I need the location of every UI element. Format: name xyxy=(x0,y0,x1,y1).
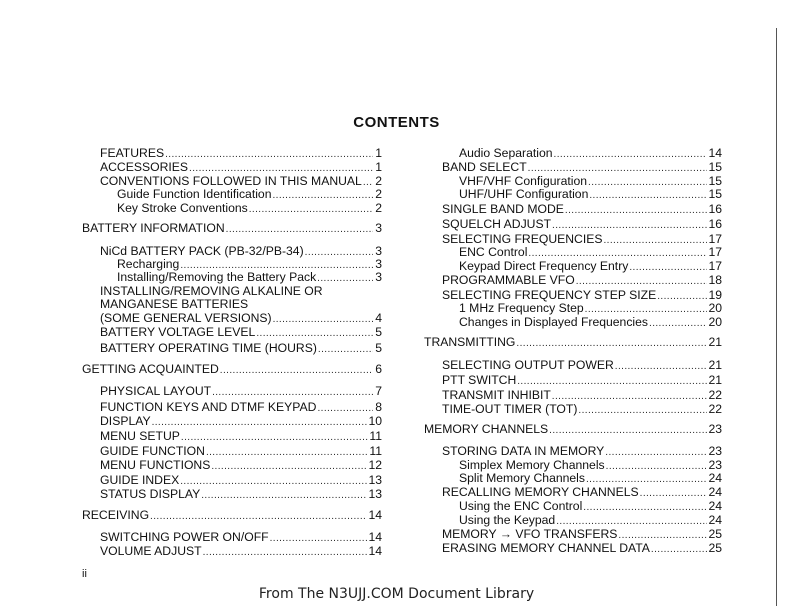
toc-entry: MEMORY CHANNELS ..... 23 xyxy=(424,422,722,438)
toc-entry: Recharging ..... 3 xyxy=(117,257,382,273)
toc-entry: TRANSMITTING ..... 21 xyxy=(424,335,722,351)
toc-entry: CONVENTIONS FOLLOWED IN THIS MANUAL ..... 2 xyxy=(100,174,382,190)
toc-entry: TIME-OUT TIMER (TOT) ..... 22 xyxy=(442,402,722,418)
toc-entry: ACCESSORIES ..... 1 xyxy=(100,160,382,176)
toc-entry: STATUS DISPLAY ..... 13 xyxy=(100,487,382,503)
toc-entry: Using the Keypad ..... 24 xyxy=(459,513,722,529)
toc-entry: PROGRAMMABLE VFO ..... 18 xyxy=(442,273,722,289)
toc-entry: FEATURES ..... 1 xyxy=(100,146,382,162)
toc-entry: PHYSICAL LAYOUT ..... 7 xyxy=(100,384,382,400)
toc-entry: Changes in Displayed Frequencies ..... 20 xyxy=(459,315,722,331)
toc-entry: BAND SELECT ..... 15 xyxy=(442,160,722,176)
toc-entry: UHF/UHF Configuration ..... 15 xyxy=(459,187,722,203)
toc-entry: Guide Function Identification ..... 2 xyxy=(117,187,382,203)
toc-entry: GUIDE INDEX ..... 13 xyxy=(100,473,382,489)
toc-entry-line: INSTALLING/REMOVING ALKALINE OR xyxy=(100,284,323,298)
toc-entry: Key Stroke Conventions ..... 2 xyxy=(117,201,382,217)
toc-entry-line: MANGANESE BATTERIES xyxy=(100,297,249,311)
toc-entry: BATTERY VOLTAGE LEVEL ..... 5 xyxy=(100,325,382,341)
toc-entry: BATTERY OPERATING TIME (HOURS) ..... 5 xyxy=(100,341,382,357)
toc-entry: VHF/VHF Configuration ..... 15 xyxy=(459,174,722,190)
toc-entry: FUNCTION KEYS AND DTMF KEYPAD ..... 8 xyxy=(100,400,382,416)
toc-entry: SELECTING FREQUENCY STEP SIZE ..... 19 xyxy=(442,288,722,304)
toc-entry: SELECTING FREQUENCIES ..... 17 xyxy=(442,232,722,248)
toc-entry: 1 MHz Frequency Step ..... 20 xyxy=(459,301,722,317)
toc-entry: SWITCHING POWER ON/OFF ..... 14 xyxy=(100,530,382,546)
toc-entry: BATTERY INFORMATION ..... 3 xyxy=(82,221,382,237)
toc-entry: Installing/Removing the Battery Pack ..... 3 xyxy=(117,270,382,286)
toc-entry: MEMORY → VFO TRANSFERS ..... 25 xyxy=(442,527,722,543)
toc-entry: GUIDE FUNCTION ..... 11 xyxy=(100,444,382,460)
toc-entry: Keypad Direct Frequency Entry ..... 17 xyxy=(459,259,722,275)
toc-entry: SINGLE BAND MODE ..... 16 xyxy=(442,202,722,218)
toc-entry: SQUELCH ADJUST ..... 16 xyxy=(442,217,722,233)
toc-entry: Simplex Memory Channels ..... 23 xyxy=(459,458,722,474)
toc-entry: SELECTING OUTPUT POWER ..... 21 xyxy=(442,358,722,374)
page-title: CONTENTS xyxy=(353,114,440,131)
page-number: ii xyxy=(82,568,87,580)
toc-entry: TRANSMIT INHIBIT ..... 22 xyxy=(442,388,722,404)
toc-entry: MENU FUNCTIONS ..... 12 xyxy=(100,458,382,474)
toc-entry: MENU SETUP ..... 11 xyxy=(100,429,382,445)
toc-entry: Audio Separation ..... 14 xyxy=(459,146,722,162)
toc-entry: Using the ENC Control ..... 24 xyxy=(459,499,722,515)
toc-entry: ENC Control ..... 17 xyxy=(459,245,722,261)
footer-watermark: From The N3UJJ.COM Document Library xyxy=(258,586,535,602)
toc-entry: NiCd BATTERY PACK (PB-32/PB-34) ..... 3 xyxy=(100,244,382,260)
toc-entry: Split Memory Channels ..... 24 xyxy=(459,471,722,487)
toc-entry: GETTING ACQUAINTED ..... 6 xyxy=(82,362,382,378)
toc-entry: (SOME GENERAL VERSIONS) ..... 4 xyxy=(100,311,382,327)
toc-entry: RECALLING MEMORY CHANNELS ..... 24 xyxy=(442,485,722,501)
toc-entry: PTT SWITCH ..... 21 xyxy=(442,373,722,389)
toc-entry: RECEIVING ..... 14 xyxy=(82,508,382,524)
toc-entry: ERASING MEMORY CHANNEL DATA ..... 25 xyxy=(442,541,722,557)
toc-entry: STORING DATA IN MEMORY ..... 23 xyxy=(442,444,722,460)
toc-entry: VOLUME ADJUST ..... 14 xyxy=(100,544,382,560)
toc-entry: DISPLAY ..... 10 xyxy=(100,414,382,430)
